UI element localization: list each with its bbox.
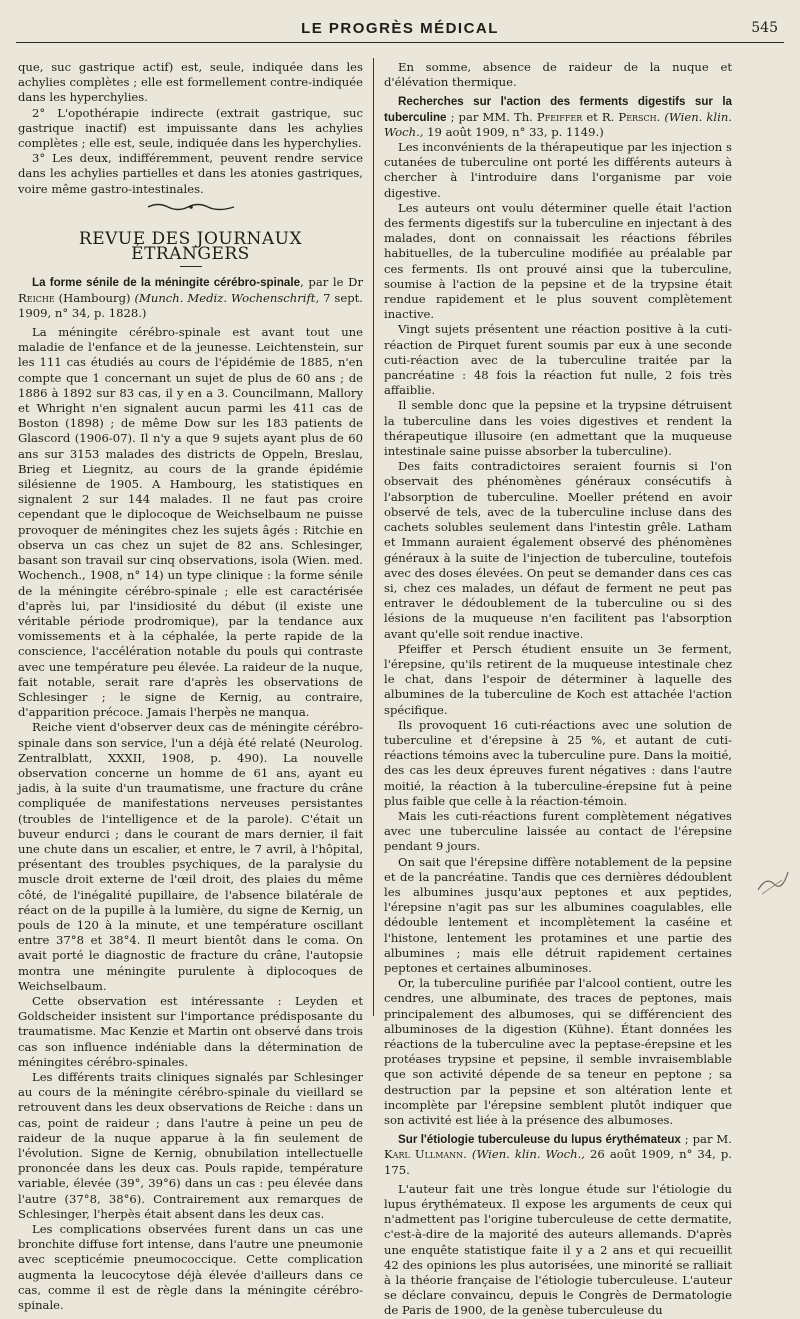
column-divider xyxy=(373,58,374,1016)
article-2-paragraph-7: Ils provoquent 16 cuti-réactions avec une solution de tuberculine et d'érepsine à 25 %, et autant de cuti-réactions témoins avec la tuberculine pure. Dans la moitié, des cas les deux épreuves furent négatives : dans l'autre moitié, la réaction à la tuberculine-érepsine fut à peine plus faible que celle à la réaction-témoin. xyxy=(384,717,732,808)
article-2-author-1: Pfeiffer xyxy=(536,109,583,124)
ornament-icon xyxy=(146,202,236,212)
article-1-source: (Munch. Mediz. Wochenschrift, xyxy=(134,290,320,305)
article-3-date: 26 août 1909, n° 34, p. 175. xyxy=(384,1147,733,1177)
article-2-date: 19 août 1909, n° 33, p. 1149.) xyxy=(423,124,604,139)
article-2-author-pre: ; par MM. Th. xyxy=(446,109,537,124)
article-1-title: La forme sénile de la méningite cérébro-spinale xyxy=(32,276,301,290)
right-column xyxy=(384,60,733,1318)
margin-scribble-icon xyxy=(752,862,792,902)
section-title: REVUE DES JOURNAUX ÉTRANGERS xyxy=(78,229,303,265)
article-2-paragraph-6: Pfeiffer et Persch étudient ensuite un 3e ferment, l'érepsine, qu'ils retirent de la muqueuse intestinale chez le chat, dans l'espoir de déterminer à laquelle des albumines de la tuberculine de Koch est attachée l'action spécifique. xyxy=(384,641,732,717)
article-2-paragraph-10: Or, la tuberculine purifiée par l'alcool contient, outre les cendres, une albuminate, des traces de peptones, mais principalement des albumoses, qui se différencient des albuminoses de la digestion (Kühne). Étant données les réactions de la tuberculine avec la peptase-érepsine et les protéases trypsine et pepsine, il semble invraisemblable que son activité dépende de sa teneur en peptone ; sa destruction par la pepsine et son altération lente et incomplète par l'érepsine semblent plutôt indiquer que son activité est liée à la présence des albumoses. xyxy=(384,976,732,1128)
article-1-heading xyxy=(18,275,363,321)
article-2-paragraph-5: Des faits contradictoires seraient fournis si l'on observait des phénomènes généraux consécutifs à l'absorption de tuberculine. Moeller prétend en avoir observé de tels, avec de la tuberculine incluse dans des cachets solubles seulement dans l'intestin grêle. Latham et Immann auraient également observé des phénomènes généraux à la suite de l'injection de tuberculine, toutefois avec des doses élevées. On peut se demander dans ces cas si, chez ces malades, un défaut de ferment ne peut pas entraver le dédoublement de la tuberculine ou si des lésions de la muqueuse n'en facilitent pas l'absorption avant qu'elle soit rendue inactive. xyxy=(384,459,732,641)
intro-paragraph-3: 3° Les deux, indifféremment, peuvent rendre service dans les achylies partielles et dans les atonies gastriques, voire même gastro-intestinales. xyxy=(18,151,363,196)
article-1-paragraph-1: La méningite cérébro-spinale est avant tout une maladie de l'enfance et de la jeunesse. Leichtenstein, sur les 111 cas étudiés au cours de l'épidémie de 1885, n'en compte que 1 concernant un sujet de plus de 60 ans ; de 1886 à 1892 sur 83 cas, il y en a 3. Councilmann, Mallory et Whright n'en signalent aucun parmi les 411 cas de Boston (1898) ; de même Dow sur les 183 patients de Glascord (1906-07). Il n'y a que 9 sujets ayant plus de 60 ans sur 3153 malades des districts de Oppeln, Breslau, Brieg et Liegnitz, au cours de la grande épidémie silésienne de 1905. A Hambourg, les statistiques en signalent 2 sur 144 malades. Il ne faut pas croire cependant que le diplocoque de Weichselbaum ne puisse provoquer de méningites chez les sujets âgés : Ritchie en observa un cas chez un sujet de 82 ans. Schlesinger, basant son travail sur cinq observations, isola (Wien. med. Wochench., 1908, n° 14) un type clinique : la forme sénile de la méningite cérébro-spinale ; elle est caractérisée d'après lui, par l'insidiosité du début (il existe une véritable période prodromique), par la tendance aux vomissements et à la céphalée, la perte rapide de la conscience, l'accélération notable du pouls qui contraste avec une température peu élevée. La raideur de la nuque, fait notable, serait rare d'après les observations de Schlesinger ; le signe de Kernig, au contraire, d'apparition précoce. Jamais l'herpès ne manqua. xyxy=(18,325,363,720)
article-3-author-pre: ; par M. xyxy=(680,1132,732,1147)
ornament-divider xyxy=(18,201,363,216)
article-3-heading xyxy=(384,1132,732,1178)
article-2-paragraph-4: Il semble donc que la pepsine et la trypsine détruisent la tuberculine dans les voies digestives et rendent la thérapeutique illusoire (en admettant que la muqueuse intestinale saine puisse absorber la tuberculine). xyxy=(384,398,732,459)
article-2-author-mid: et R. xyxy=(582,109,619,124)
intro-paragraph-1: que, suc gastrique actif) est, seule, indiquée dans les achylies complètes ; elle est formellement contre-indiquée dans les hyperchylies. xyxy=(18,60,363,105)
article-3-paragraph-1: L'auteur fait une très longue étude sur l'étiologie du lupus érythémateux. Il expose les arguments de ceux qui n'admettent pas l'origine tuberculeuse de cette dermatite, c'est-à-dire de la majorité des auteurs allemands. D'après une enquête statistique faite il y a 2 ans et qui recueillit 42 des opinions les plus autorisées, une minorité se ralliait à la théorie française de l'étiologie tuberculeuse. L'auteur se déclare convaincu, depuis le Congrès de Dermatologie de Paris de 1900, de la genèse tuberculeuse du xyxy=(384,1181,732,1318)
article-2-paragraph-3: Vingt sujets présentent une réaction positive à la cuti-réaction de Pirquet furent soumis par eux à une seconde cuti-réaction avec de la tuberculine traitée par la pancréatine : 48 fois la réaction fut nulle, 2 fois très affaiblie. xyxy=(384,322,732,398)
article-1-paragraph-3: Cette observation est intéressante : Leyden et Goldscheider insistent sur l'importance prédisposante du traumatisme. Mac Kenzie et Martin ont observé dans trois cas son influence indéniable dans la détermination de méningites cérébro-spinales. xyxy=(18,993,363,1069)
left-column xyxy=(18,60,363,1313)
article-2-author-2: Persch. xyxy=(618,109,661,124)
article-3-source: (Wien. klin. Woch., xyxy=(466,1147,585,1162)
article-2-paragraph-1: Les inconvénients de la thérapeutique par les injection s cutanées de tuberculine ont porté les différents auteurs à chercher à l'introduire dans l'organisme par voie digestive. xyxy=(384,140,732,200)
article-1-author-post: (Hambourg) xyxy=(54,290,135,305)
article-2-heading xyxy=(384,94,732,140)
article-2-paragraph-2: Les auteurs ont voulu déterminer quelle était l'action des ferments digestifs sur la tuberculine en injectant à des malades, dont on connaissait les réactions fébriles habituelles, de la tuberculine modifiée au préalable par ces ferments. Ils ont prouvé ainsi que la tuberculine, soumise à l'action de la pepsine et de la trypsine était rendue rapidement et le plus souvent complètement inactive. xyxy=(384,200,732,322)
article-1-author-pre: , par le Dr xyxy=(300,275,363,290)
journal-title: LE PROGRÈS MÉDICAL xyxy=(301,20,499,37)
article-3-author: Karl Ullmann. xyxy=(384,1147,467,1162)
page-number: 545 xyxy=(751,20,778,36)
article-1-paragraph-5: Les complications observées furent dans un cas une bronchite diffuse fort intense, dans l'autre une pneumonie avec scepticémie pneumococcique. Cette complication augmenta la leucocytose déjà élevée d'ailleurs dans ce cas, comme il est de règle dans la méningite cérébro-spinale. xyxy=(18,1222,363,1313)
article-2-paragraph-8: Mais les cuti-réactions furent complètement négatives avec une tuberculine laissée au contact de l'érepsine pendant 9 jours. xyxy=(384,808,732,854)
right-intro-paragraph: En somme, absence de raideur de la nuque et d'élévation thermique. xyxy=(384,60,732,90)
intro-paragraph-2: 2° L'opothérapie indirecte (extrait gastrique, suc gastrique inactif) est impuissante dans les achylies complètes ; elle est, seule, indiquée dans les hyperchylies. xyxy=(18,105,363,151)
article-1-author: Reiche xyxy=(18,290,55,305)
header-rule xyxy=(16,42,784,43)
article-1-date: 7 sept. 1909, n° 34, p. 1828.) xyxy=(18,290,363,320)
article-1-paragraph-2: Reiche vient d'observer deux cas de méningite cérébro-spinale dans son service, l'un a déjà été relaté (Neurolog. Zentralblatt, XXXII, 1908, p. 490). La nouvelle observation concerne un homme de 61 ans, ayant eu jadis, à la suite d'un traumatisme, une fracture du crâne compliquée de manifestations nerveuses persistantes (troubles de l'intelligence et de la parole). C'était un buveur endurci ; dans le courant de mars dernier, il fait une chute dans un escalier, et entre, le 7 avril, à l'hôpital, présentant des troubles psychiques, de la paralysie du muscle droit externe de l'œil droit, des plaies du même côté, de l'inégalité pupillaire, de l'absence bilatérale de réact on de la pupille à la lumière, du signe de Kernig, un pouls de 120 à la minute, et une température oscillant entre 37°8 et 38°4. Il meurt bientôt dans le coma. On avait porté le diagnostic de fracture du crâne, l'autopsie montra une méningite purulente à diplocoques de Weichselbaum. xyxy=(18,720,363,993)
article-3-title: Sur l'étiologie tuberculeuse du lupus érythémateux xyxy=(398,1133,681,1147)
article-2-source: (Wien. klin. Woch., xyxy=(384,109,733,139)
section-short-rule xyxy=(180,266,202,267)
article-1-paragraph-4: Les différents traits cliniques signalés par Schlesinger au cours de la méningite cérébro-spinale du vieillard se retrouvent dans les deux observations de Reiche : dans un cas, point de raideur ; dans l'autre à peine un peu de raideur de la nuque apparue à la fin seulement de l'évolution. Signe de Kernig, obnubilation intellectuelle prononcée dans les deux cas. Pouls rapide, température variable, élevée (39°, 39°6) dans un cas : peu élevée dans l'autre (37°8, 38°6). Contrairement aux remarques de Schlesinger, l'herpès était absent dans les deux cas. xyxy=(18,1070,363,1221)
page-header xyxy=(16,20,784,42)
article-2-title: Recherches sur l'action des ferments digestifs sur la tuberculine xyxy=(384,95,732,124)
article-2-paragraph-9: On sait que l'érepsine diffère notablement de la pepsine et de la pancréatine. Tandis que ces dernières dédoublent les albumines jusqu'aux peptones et aux peptides, l'érepsine n'agit pas sur les albumines coagulables, elle dédouble lentement et incomplètement la caséine et l'histone, lentement les protamines et une partie des albumines ; mais elle détruit rapidement certaines peptones et certaines albuminoses. xyxy=(384,854,732,975)
